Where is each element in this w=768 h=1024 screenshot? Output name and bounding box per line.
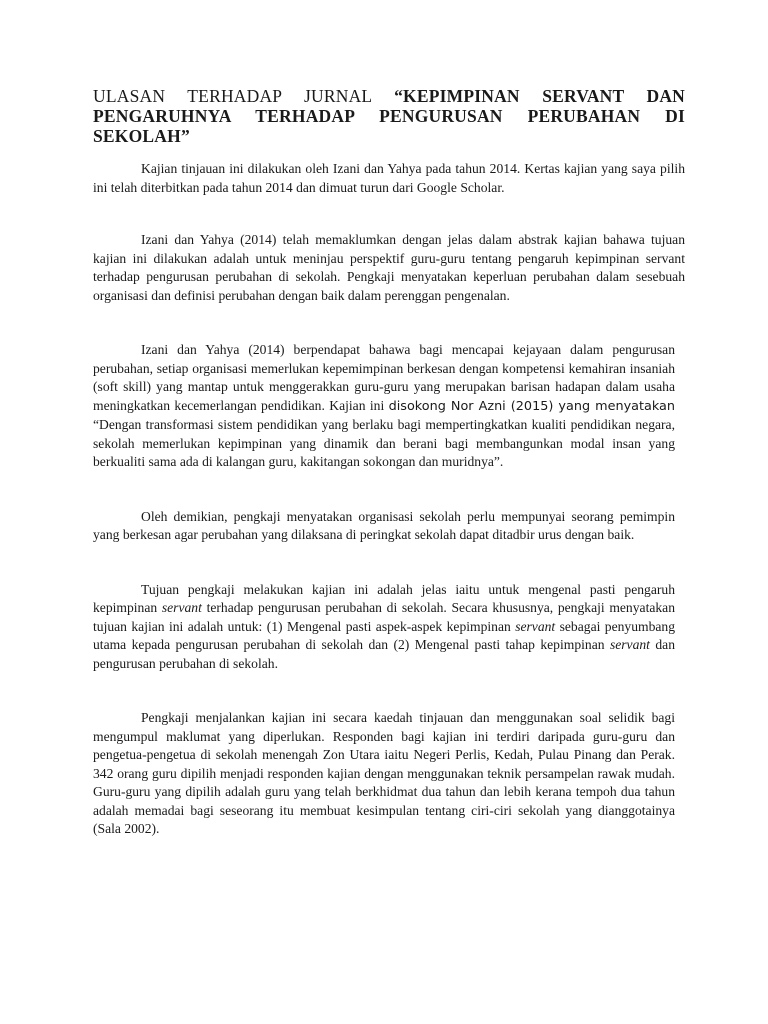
paragraph-5-part-c: terhadap pengurusan perubahan di sekolah. Secara khususnya, pengkaji menyatakan tujuan kajian ini adalah untuk: (1) Mengenal pasti aspek-aspek kepimpinan [93,600,676,634]
paragraph-gap [93,197,685,231]
paragraph-3-part-a: Izani dan Yahya (2014) berpendapat bahawa bagi mencapai kejayaan dalam pengurusan perubahan, setiap organisasi memerlukan kepemimpinan berkesan dengan kompetensi kemahiran insaniah (soft skill) yang mantap untuk menggerakkan guru-guru yang merupakan barisan hadapan dalam usaha meningkatkan kecemerlangan pendidikan. Kajian ini [93,342,675,413]
paragraph-3 [93,341,675,472]
title-journal-name: “KEPIMPINAN SERVANT DAN PENGARUHNYA TERHADAP PENGURUSAN PERUBAHAN DI SEKOLAH” [93,86,686,146]
paragraph-4: Oleh demikian, pengkaji menyatakan organisasi sekolah perlu mempunyai seorang pemimpin yang berkesan agar perubahan yang dilaksana di peringkat sekolah dapat ditadbir urus dengan baik. [93,508,675,542]
paragraph-5 [93,581,675,674]
paragraph-3-part-b: disokong Nor Azni (2015) yang menyatakan [388,398,675,414]
paragraph-3-part-c: “Dengan transformasi sistem pendidikan yang berlaku bagi mempertingkatkan kualiti pendidikan negara, sekolah memerlukan kepimpinan yang dinamik dan berani bagi membangunkan modal insan yang berkualiti sama ada di kalangan guru, kakitangan sokongan dan muridnya”. [93,417,675,469]
paragraph-2: Izani dan Yahya (2014) telah memaklumkan dengan jelas dalam abstrak kajian bahawa tujuan kajian ini dilakukan adalah untuk meninjau perspektif guru-guru tentang pengaruh kepimpinan servant terhadap pengurusan perubahan di sekolah. Pengkaji menyatakan keperluan perubahan dalam sesebuah organisasi dan definisi perubahan dengan baik dalam perenggan pengenalan. [93,232,685,303]
paragraph-gap [93,545,685,581]
paragraph-6: Pengkaji menjalankan kajian ini secara kaedah tinjauan dan menggunakan soal selidik bagi mengumpul maklumat yang diperlukan. Responden bagi kajian ini terdiri daripada guru-guru dan pengetua-pengetua di sekolah menengah Zon Utara iaitu Negeri Perlis, Kedah, Pulau Pinang dan Perak. 342 orang guru dipilih menjadi responden kajian dengan menggunakan teknik persampelan rawak mudah. Guru-guru yang dipilih adalah guru yang telah berkhidmat dua tahun dan lebih kerana tempoh dua tahun adalah memadai bagi seseorang itu membuat kesimpulan tentang ciri-ciri sekolah yang dianggotainya (Sala 2002). [93,710,675,836]
paragraph-5-italic-2: servant [515,618,556,634]
paragraph-5-part-a: Tujuan pengkaji melakukan kajian ini adalah jelas iaitu untuk mengenal pasti pengaruh kepimpinan [93,581,675,615]
document-page [93,86,685,839]
paragraph-gap [93,673,685,709]
paragraph-5-part-g: dan pengurusan perubahan di sekolah. [93,637,675,671]
paragraph-5-italic-3: servant [609,637,650,652]
title-prefix: ULASAN TERHADAP JURNAL [93,86,395,106]
paragraph-gap [93,472,685,508]
paragraph-5-italic-1: servant [161,600,202,615]
paragraph-1: Kajian tinjauan ini dilakukan oleh Izani dan Yahya pada tahun 2014. Kertas kajian yang saya pilih ini telah diterbitkan pada tahun 2014 dan dimuat turun dari Google Scholar. [93,161,685,195]
paragraph-5-part-e: sebagai penyumbang utama kepada pengurusan perubahan di sekolah dan (2) Mengenal pasti tahap kepimpinan [93,618,675,652]
document-title [93,86,685,146]
paragraph-gap [93,305,685,341]
